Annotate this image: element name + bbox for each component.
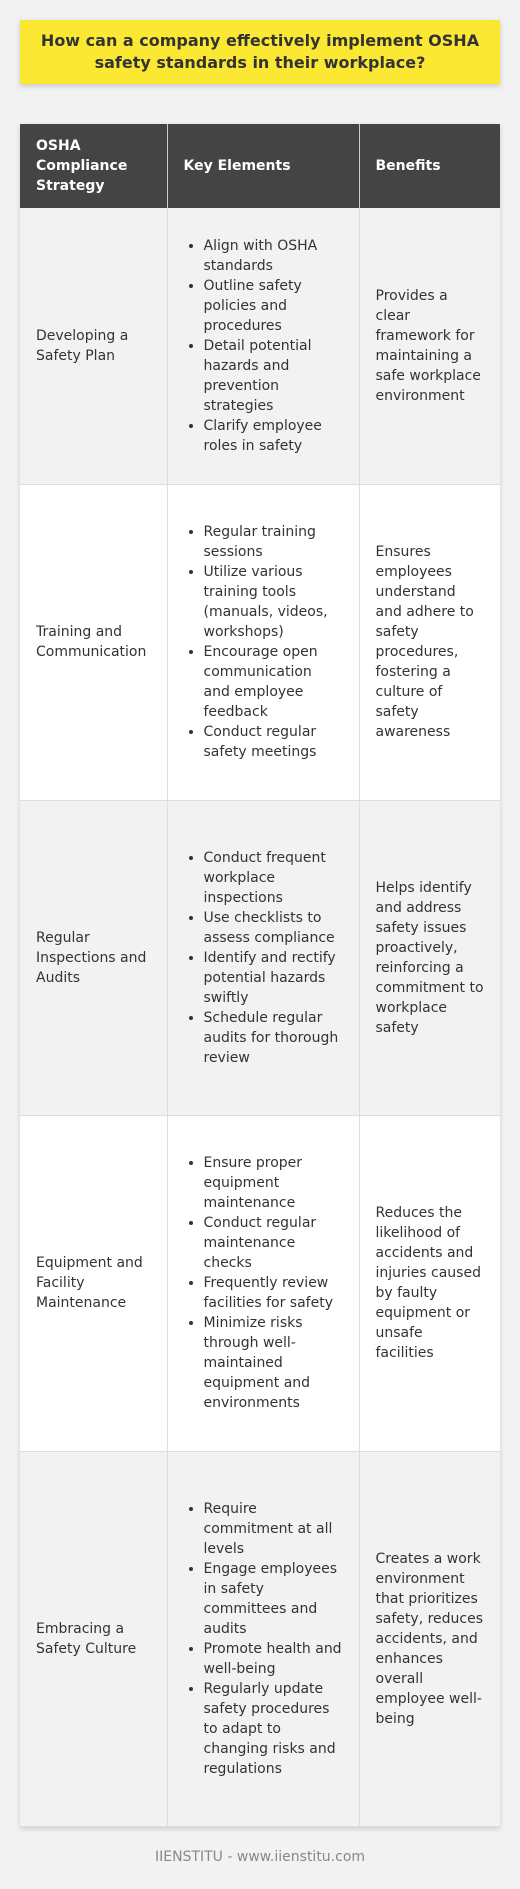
strategy-table [20,124,500,1827]
list-item: • Regular training sessions [204,522,343,562]
strategy-cell: Developing a Safety Plan [20,208,167,484]
benefits-cell: Reduces the likelihood of accidents and injuries caused by faulty equipment or unsafe facilities [359,1115,500,1451]
key-elements-list [184,1499,343,1779]
list-item: • Engage employees in safety committees and audits [204,1559,343,1639]
header-benefits: Benefits [359,124,500,208]
list-item: • Require commitment at all levels [204,1499,343,1559]
key-elements-cell [167,1451,359,1826]
key-elements-list [184,848,343,1068]
benefits-cell: Ensures employees understand and adhere to safety procedures, fostering a culture of safety awareness [359,484,500,800]
table-row [20,484,500,800]
header-strategy: OSHA Compliance Strategy [20,124,167,208]
strategy-cell: Regular Inspections and Audits [20,800,167,1115]
list-item: • Schedule regular audits for thorough review [204,1008,343,1068]
table-row [20,1115,500,1451]
title-banner [20,20,500,84]
key-elements-cell [167,1115,359,1451]
key-elements-list [184,522,343,762]
strategy-cell: Equipment and Facility Maintenance [20,1115,167,1451]
list-item: • Identify and rectify potential hazards swiftly [204,948,343,1008]
list-item: • Align with OSHA standards [204,236,343,276]
key-elements-list [184,1153,343,1413]
header-key-elements: Key Elements [167,124,359,208]
strategy-cell: Embracing a Safety Culture [20,1451,167,1826]
strategy-table-container [20,124,500,1827]
key-elements-cell [167,484,359,800]
list-item: • Conduct regular maintenance checks [204,1213,343,1273]
list-item: • Conduct frequent workplace inspections [204,848,343,908]
list-item: • Use checklists to assess compliance [204,908,343,948]
list-item: • Conduct regular safety meetings [204,722,343,762]
list-item: • Outline safety policies and procedures [204,276,343,336]
footer-credit: IIENSTITU - www.iienstitu.com [154,1849,366,1865]
table-row [20,1451,500,1826]
list-item: • Regularly update safety procedures to adapt to changing risks and regulations [204,1679,343,1779]
list-item: • Detail potential hazards and prevention strategies [204,336,343,416]
strategy-cell: Training and Communication [20,484,167,800]
list-item: • Promote health and well-being [204,1639,343,1679]
table-row [20,800,500,1115]
list-item: • Clarify employee roles in safety [204,416,343,456]
table-header-row [20,124,500,208]
table-row [20,208,500,484]
page-title: How can a company effectively implement OSHA safety standards in their workplace? [40,31,480,72]
benefits-cell: Creates a work environment that prioritizes safety, reduces accidents, and enhances overall employee well-being [359,1451,500,1826]
list-item: • Ensure proper equipment maintenance [204,1153,343,1213]
list-item: • Frequently review facilities for safety [204,1273,343,1313]
key-elements-cell [167,208,359,484]
list-item: • Utilize various training tools (manuals, videos, workshops) [204,562,343,642]
list-item: • Minimize risks through well-maintained equipment and environments [204,1313,343,1413]
benefits-cell: Helps identify and address safety issues proactively, reinforcing a commitment to workplace safety [359,800,500,1115]
list-item: • Encourage open communication and employee feedback [204,642,343,722]
benefits-cell: Provides a clear framework for maintaining a safe workplace environment [359,208,500,484]
key-elements-cell [167,800,359,1115]
key-elements-list [184,236,343,456]
